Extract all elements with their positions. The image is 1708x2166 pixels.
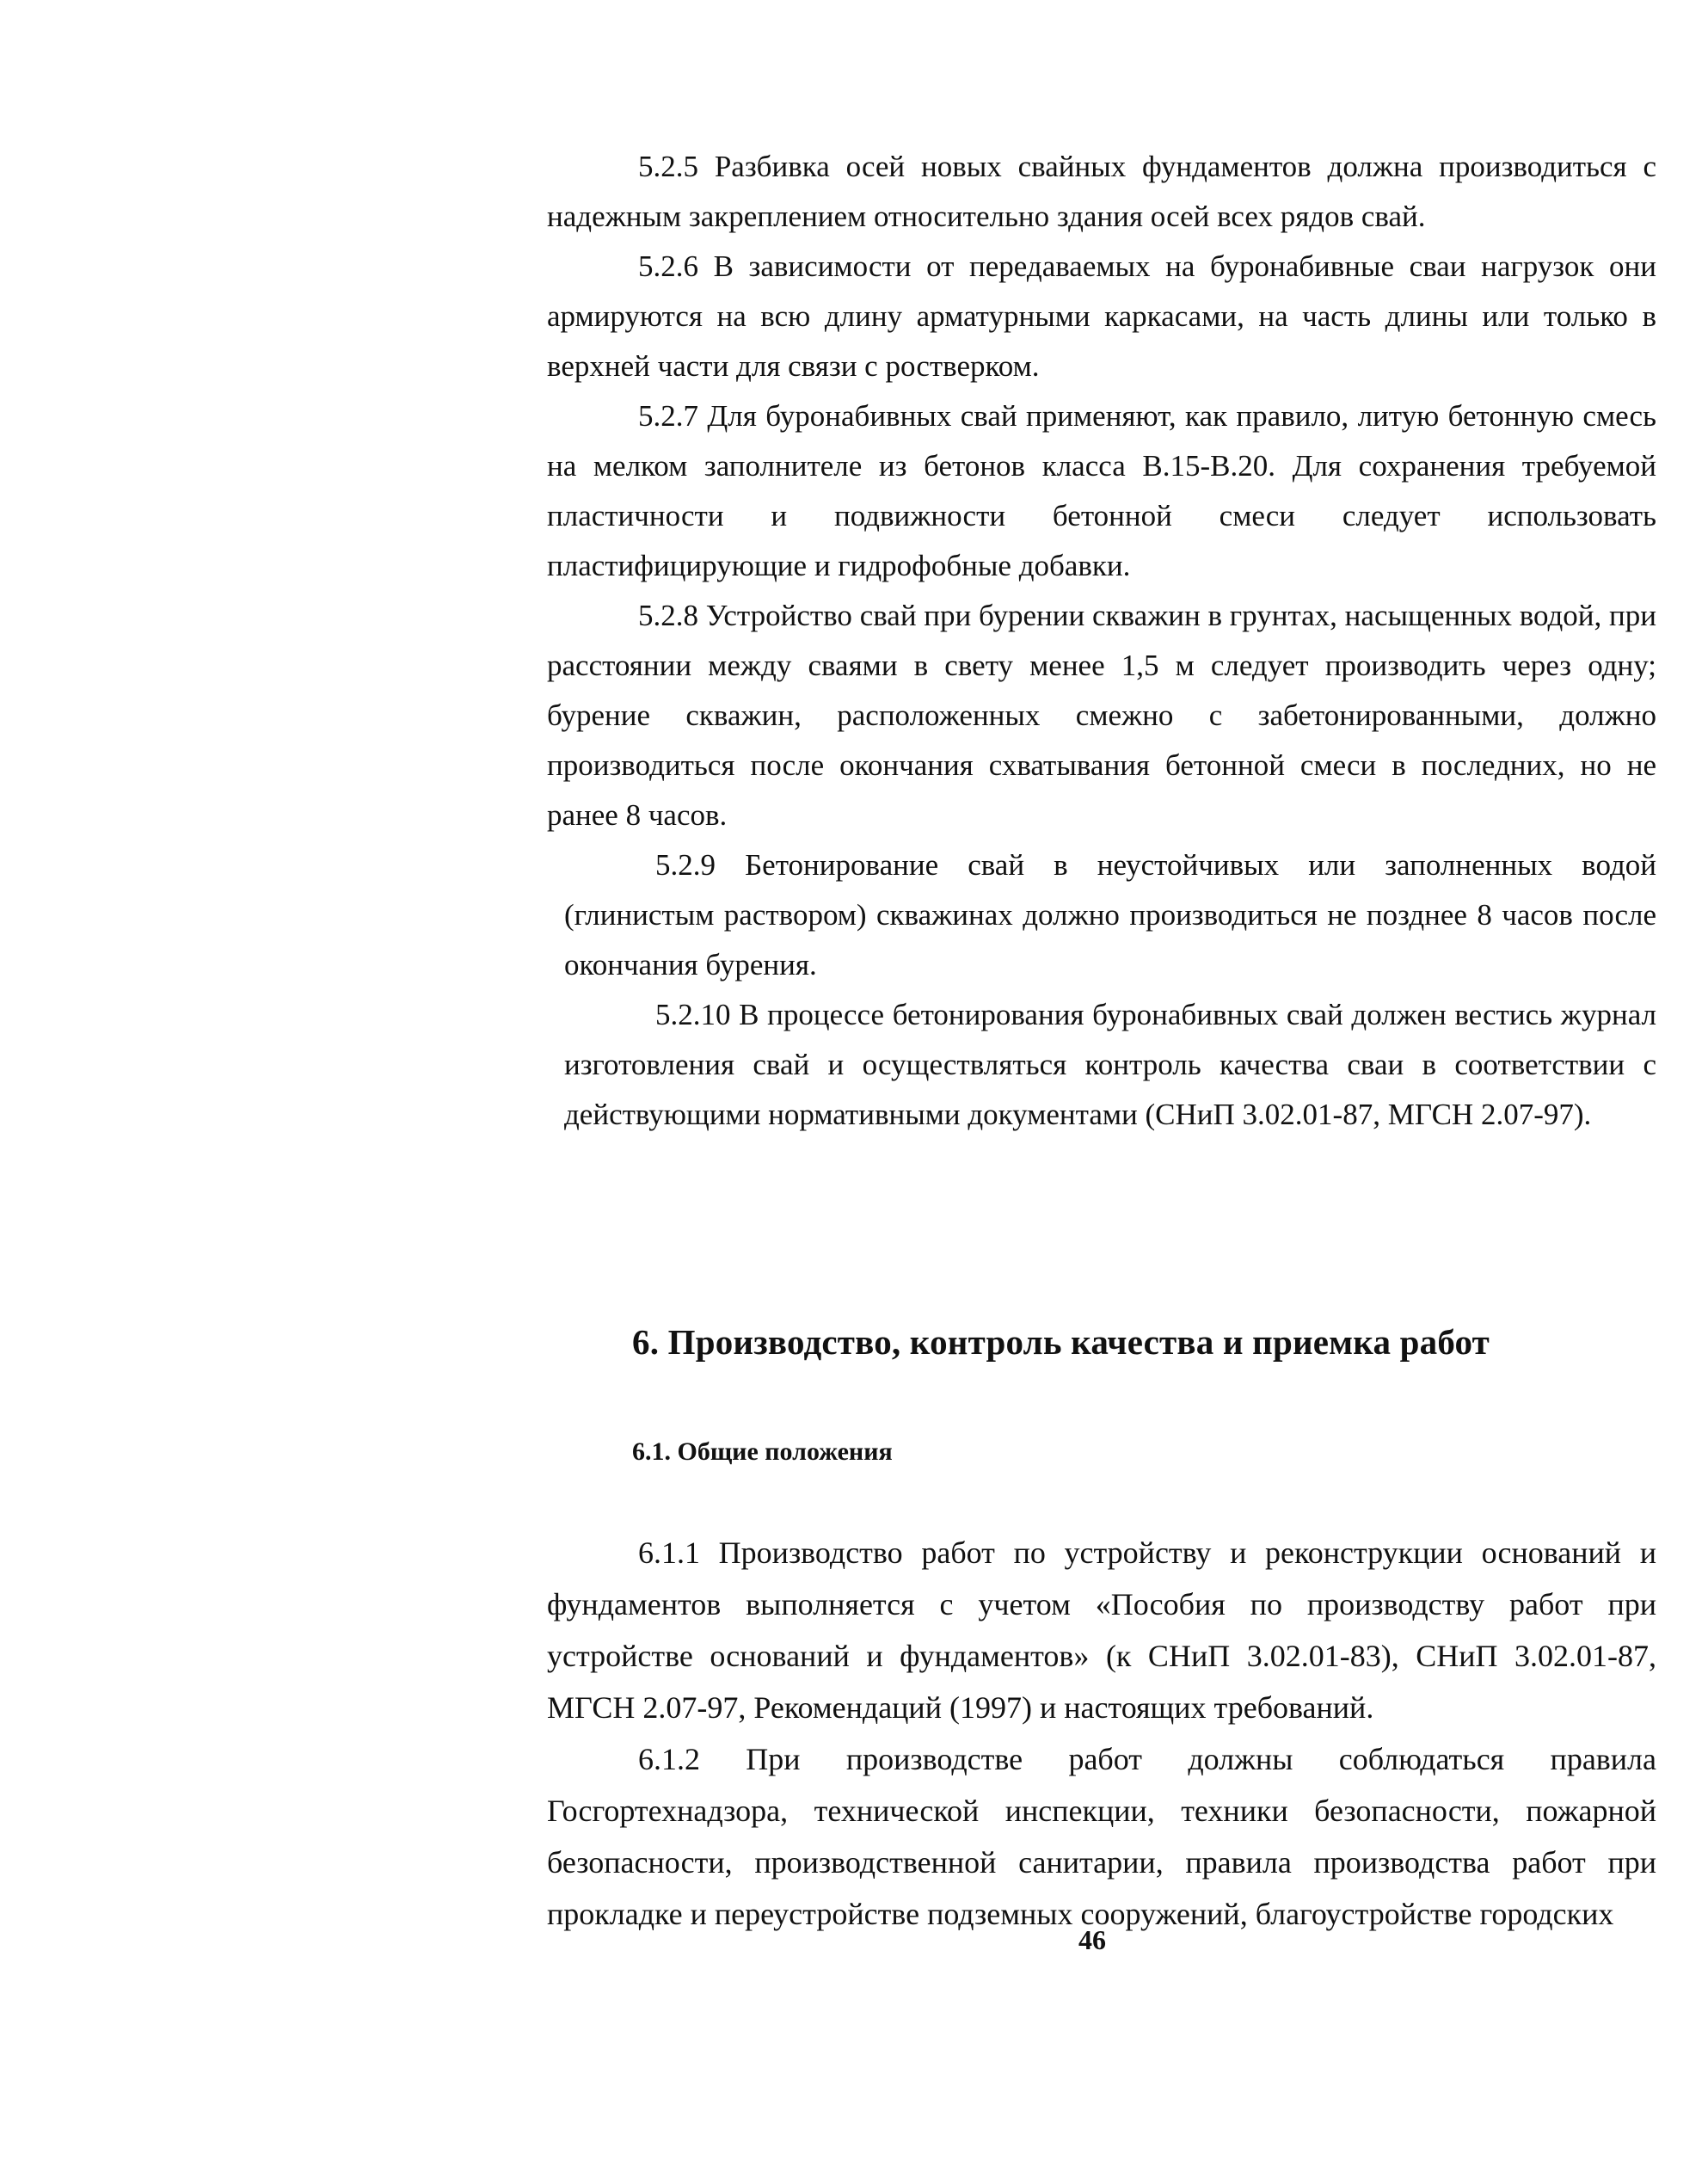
paragraph-5-2-6: 5.2.6 В зависимости от передаваемых на буронабивные сваи нагрузок они армируются на всю длину арматурными каркасами, на часть длины или только в верхней части для связи с ростверком.: [547, 249, 1656, 383]
section-6-heading: 6. Производство, контроль качества и приемка работ: [632, 1322, 1490, 1362]
paragraph-6-1-1: 6.1.1 Производство работ по устройству и реконструкции оснований и фундаментов выполняется с учетом «Пособия по производству работ при устройстве оснований и фундаментов» (к СНиП 3.02.01-83), СНиП 3.02.01-87, МГСН 2.07-97, Рекомендаций (1997) и настоящих требований.: [547, 1535, 1656, 1725]
paragraph-5-2-5: 5.2.5 Разбивка осей новых свайных фундаментов должна производиться с надежным закреплением относительно здания осей всех рядов свай.: [547, 150, 1656, 233]
subsection-6-1-heading: 6.1. Общие положения: [632, 1437, 893, 1466]
section-6-1-text: [547, 1527, 1656, 1940]
paragraph-5-2-8: 5.2.8 Устройство свай при бурении скважин в грунтах, насыщенных водой, при расстоянии между сваями в свету менее 1,5 м следует производить через одну; бурение скважин, расположенных смежно с забетонированными, должно производиться после окончания схватывания бетонной смеси в последних, но не ранее 8 часов.: [547, 599, 1656, 832]
section-5-2-text: [547, 142, 1656, 1140]
paragraph-6-1-2: 6.1.2 При производстве работ должны соблюдаться правила Госгортехнадзора, технической инспекции, техники безопасности, пожарной безопасности, производственной санитарии, правила производства работ при прокладке и переустройстве подземных сооружений, благоустройстве городских: [547, 1742, 1656, 1931]
page-number: 46: [1078, 1924, 1106, 1955]
paragraph-5-2-9: 5.2.9 Бетонирование свай в неустойчивых или заполненных водой (глинистым раствором) скважинах должно производиться не позднее 8 часов после окончания бурения.: [564, 848, 1656, 981]
paragraph-5-2-7: 5.2.7 Для буронабивных свай применяют, как правило, литую бетонную смесь на мелком заполнителе из бетонов класса В.15-В.20. Для сохранения требуемой пластичности и подвижности бетонной смеси следует использовать пластифицирующие и гидрофобные добавки.: [547, 399, 1656, 582]
paragraph-5-2-10: 5.2.10 В процессе бетонирования буронабивных свай должен вестись журнал изготовления свай и осуществляться контроль качества сваи в соответствии с действующими нормативными документами (СНиП 3.02.01-87, МГСН 2.07-97).: [564, 998, 1656, 1131]
